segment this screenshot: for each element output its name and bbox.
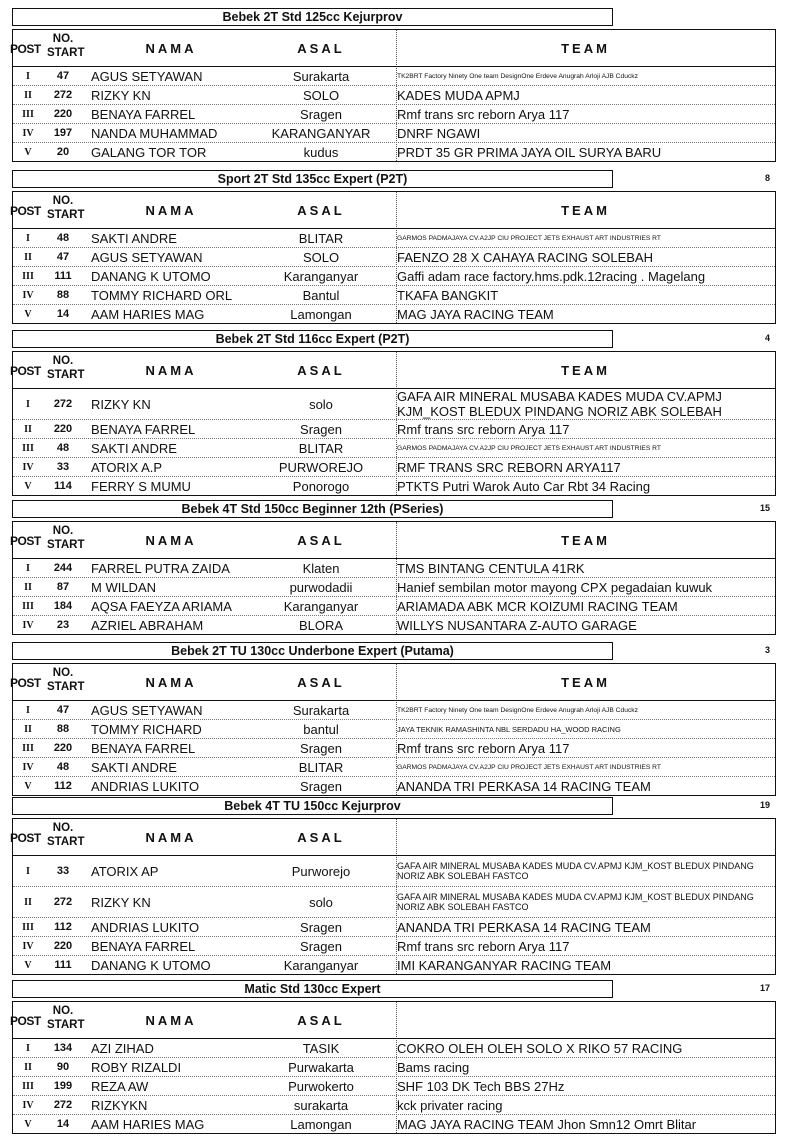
- table-row: [13, 477, 775, 495]
- cell-origin: Karanganyar: [283, 268, 359, 284]
- cell-start-number: 220: [53, 742, 73, 754]
- section-header: [12, 500, 776, 521]
- cell-start-number: 272: [53, 398, 73, 410]
- table-row: [13, 887, 775, 918]
- cell-start-number: 33: [56, 865, 70, 877]
- cell-origin: Lamongan: [290, 306, 352, 322]
- table-row: [13, 143, 775, 161]
- cell-rider-name: SAKTI ANDRE: [91, 440, 177, 456]
- cell-position: V: [24, 146, 32, 158]
- cell-position: IV: [22, 289, 34, 301]
- table-row: [13, 701, 775, 720]
- table-row: [13, 758, 775, 777]
- table-row: [13, 67, 775, 86]
- col-header-no-line2: START: [47, 539, 85, 551]
- section-header: [12, 170, 776, 191]
- col-header-nama: NAMA: [145, 675, 197, 690]
- cell-rider-name: FARREL PUTRA ZAIDA: [91, 560, 230, 576]
- table-row: [13, 420, 775, 439]
- results-table: [12, 818, 776, 975]
- cell-team: GARMOS PADMAJAYA CV.A2JP CIU PROJECT JETS EXHAUST ART INDUSTRIES RT: [397, 444, 661, 452]
- cell-rider-name: AZI ZIHAD: [91, 1040, 154, 1056]
- table-row: [13, 777, 775, 795]
- results-section: [12, 330, 776, 496]
- col-header-asal: ASAL: [297, 203, 345, 218]
- section-header: [12, 797, 776, 818]
- cell-team: COKRO OLEH OLEH SOLO X RIKO 57 RACING: [397, 1040, 683, 1056]
- col-header-no: [47, 524, 85, 552]
- cell-team: Rmf trans src reborn Arya 117: [397, 106, 570, 122]
- cell-rider-name: NANDA MUHAMMAD: [91, 125, 218, 141]
- cell-origin: kudus: [303, 144, 339, 160]
- cell-rider-name: GALANG TOR TOR: [91, 144, 207, 160]
- cell-position: IV: [22, 461, 34, 473]
- cell-origin: Sragen: [300, 421, 342, 437]
- col-header-no-line2: START: [47, 47, 85, 59]
- section-count: 17: [759, 983, 770, 993]
- cell-position: IV: [22, 761, 34, 773]
- table-row: [13, 105, 775, 124]
- cell-origin: Bantul: [302, 287, 340, 303]
- cell-start-number: 197: [53, 127, 73, 139]
- col-header-asal: ASAL: [297, 1013, 345, 1028]
- table-header: [10, 192, 775, 229]
- results-section: [12, 170, 776, 324]
- col-header-no: [47, 354, 85, 382]
- table-row: [13, 305, 775, 323]
- cell-rider-name: ATORIX A.P: [91, 459, 163, 475]
- cell-start-number: 48: [56, 442, 70, 454]
- cell-rider-name: SAKTI ANDRE: [91, 230, 177, 246]
- cell-origin: BLORA: [298, 617, 344, 633]
- section-title: Matic Std 130cc Expert: [12, 980, 613, 998]
- cell-team: ARIAMADA ABK MCR KOIZUMI RACING TEAM: [397, 598, 678, 614]
- table-row: [13, 1096, 775, 1115]
- col-header-no-line1: NO.: [52, 33, 74, 45]
- cell-origin: KARANGANYAR: [271, 125, 371, 141]
- results-table: [12, 663, 776, 796]
- cell-start-number: 184: [53, 600, 73, 612]
- cell-position: II: [24, 1061, 32, 1073]
- cell-start-number: 114: [54, 480, 72, 492]
- cell-position: I: [26, 232, 30, 244]
- col-header-team: TEAM: [561, 41, 610, 56]
- cell-rider-name: AGUS SETYAWAN: [91, 68, 203, 84]
- col-header-pos: POST: [10, 534, 41, 548]
- cell-rider-name: ROBY RIZALDI: [91, 1059, 182, 1075]
- cell-position: II: [24, 89, 32, 101]
- section-header: [12, 8, 776, 29]
- table-row: [13, 918, 775, 937]
- cell-team: ANANDA TRI PERKASA 14 RACING TEAM: [397, 778, 651, 794]
- section-count: 19: [759, 800, 770, 810]
- cell-start-number: 112: [54, 921, 72, 933]
- col-header-no-line1: NO.: [52, 822, 74, 834]
- cell-position: II: [24, 251, 32, 263]
- col-header-no: [47, 821, 85, 849]
- table-row: [13, 458, 775, 477]
- section-title: Bebek 4T TU 150cc Kejurprov: [12, 797, 613, 815]
- cell-origin: Klaten: [302, 560, 340, 576]
- col-header-no-line2: START: [47, 836, 85, 848]
- table-row: [13, 248, 775, 267]
- cell-origin: Purwokerto: [288, 1078, 354, 1094]
- col-header-nama: NAMA: [145, 203, 197, 218]
- cell-position: V: [24, 480, 32, 492]
- col-header-no: [47, 194, 85, 222]
- cell-team: TKAFA BANGKIT: [397, 287, 499, 303]
- table-header: [10, 819, 775, 856]
- cell-position: I: [26, 1042, 30, 1054]
- cell-start-number: 220: [53, 423, 73, 435]
- cell-team: TK2BRT Factory Ninety One team DesignOne Erdeve Anugrah Arloji AJB Cduckz: [397, 72, 638, 80]
- section-count: 4: [764, 333, 770, 343]
- cell-rider-name: ANDRIAS LUKITO: [91, 778, 200, 794]
- cell-position: I: [26, 865, 30, 877]
- col-header-nama: NAMA: [145, 533, 197, 548]
- cell-origin: BLITAR: [298, 759, 344, 775]
- section-title: Sport 2T Std 135cc Expert (P2T): [12, 170, 613, 188]
- cell-rider-name: REZA AW: [91, 1078, 149, 1094]
- results-table: [12, 351, 776, 496]
- cell-rider-name: FERRY S MUMU: [91, 478, 191, 494]
- cell-team: PRDT 35 GR PRIMA JAYA OIL SURYA BARU: [397, 144, 662, 160]
- col-header-asal: ASAL: [297, 41, 345, 56]
- table-row: [13, 1077, 775, 1096]
- cell-team: TMS BINTANG CENTULA 41RK: [397, 560, 585, 576]
- cell-origin: Lamongan: [290, 1116, 352, 1132]
- cell-position: II: [24, 423, 32, 435]
- cell-position: V: [24, 1118, 32, 1130]
- col-header-nama: NAMA: [145, 41, 197, 56]
- col-header-no-line2: START: [47, 1019, 85, 1031]
- cell-start-number: 14: [56, 1118, 70, 1130]
- results-table: [12, 1001, 776, 1134]
- cell-team: kck privater racing: [397, 1097, 503, 1113]
- cell-origin: Sragen: [300, 938, 342, 954]
- col-header-no-line1: NO.: [52, 667, 74, 679]
- cell-origin: Surakarta: [292, 702, 350, 718]
- cell-team: RMF TRANS SRC REBORN ARYA117: [397, 459, 621, 475]
- cell-start-number: 48: [56, 232, 70, 244]
- cell-rider-name: RIZKY KN: [91, 87, 151, 103]
- cell-origin: PURWOREJO: [278, 459, 364, 475]
- table-row: [13, 229, 775, 248]
- table-row: [13, 124, 775, 143]
- cell-rider-name: AGUS SETYAWAN: [91, 249, 203, 265]
- cell-start-number: 272: [53, 896, 73, 908]
- cell-start-number: 23: [56, 619, 70, 631]
- cell-rider-name: RIZKY KN: [91, 894, 151, 910]
- results-section: [12, 642, 776, 796]
- col-header-no-line1: NO.: [52, 195, 74, 207]
- cell-start-number: 111: [54, 959, 72, 971]
- cell-start-number: 87: [56, 581, 70, 593]
- col-header-no-line2: START: [47, 681, 85, 693]
- cell-start-number: 199: [53, 1080, 73, 1092]
- cell-position: V: [24, 308, 32, 320]
- cell-rider-name: AZRIEL ABRAHAM: [91, 617, 204, 633]
- table-header: [10, 30, 775, 67]
- results-section: [12, 500, 776, 635]
- cell-origin: solo: [309, 396, 333, 412]
- table-row: [13, 1115, 775, 1133]
- cell-origin: BLITAR: [298, 440, 344, 456]
- section-header: [12, 330, 776, 351]
- table-row: [13, 439, 775, 458]
- cell-start-number: 220: [53, 940, 73, 952]
- cell-start-number: 220: [53, 108, 73, 120]
- cell-origin: solo: [309, 894, 333, 910]
- cell-team: MAG JAYA RACING TEAM: [397, 306, 554, 322]
- table-row: [13, 389, 775, 420]
- table-row: [13, 937, 775, 956]
- cell-origin: BLITAR: [298, 230, 344, 246]
- col-header-no-line1: NO.: [52, 1005, 74, 1017]
- table-row: [13, 559, 775, 578]
- cell-rider-name: M WILDAN: [91, 579, 156, 595]
- results-section: [12, 980, 776, 1134]
- col-header-no-line1: NO.: [52, 355, 74, 367]
- cell-position: II: [24, 896, 32, 908]
- col-header-asal: ASAL: [297, 533, 345, 548]
- cell-team: IMI KARANGANYAR RACING TEAM: [397, 957, 612, 973]
- cell-start-number: 47: [56, 251, 70, 263]
- cell-team: SHF 103 DK Tech BBS 27Hz: [397, 1078, 565, 1094]
- col-header-pos: POST: [10, 1014, 41, 1028]
- table-header: [10, 1002, 775, 1039]
- cell-position: III: [22, 921, 34, 933]
- cell-rider-name: RIZKYKN: [91, 1097, 148, 1113]
- cell-position: IV: [22, 940, 34, 952]
- cell-team: Hanief sembilan motor mayong CPX pegadaian kuwuk: [397, 579, 713, 595]
- cell-position: IV: [22, 619, 34, 631]
- cell-origin: Karanganyar: [283, 598, 359, 614]
- cell-origin: Surakarta: [292, 68, 350, 84]
- table-row: [13, 1039, 775, 1058]
- cell-team: WILLYS NUSANTARA Z-AUTO GARAGE: [397, 617, 637, 633]
- cell-position: I: [26, 704, 30, 716]
- col-header-pos: POST: [10, 42, 41, 56]
- cell-position: III: [22, 108, 34, 120]
- section-count: 3: [764, 645, 770, 655]
- table-row: [13, 1058, 775, 1077]
- cell-origin: Sragen: [300, 778, 342, 794]
- cell-position: I: [26, 562, 30, 574]
- table-header: [10, 352, 775, 389]
- cell-rider-name: AGUS SETYAWAN: [91, 702, 203, 718]
- cell-origin: SOLO: [302, 249, 340, 265]
- cell-origin: TASIK: [302, 1040, 340, 1056]
- cell-position: III: [22, 600, 34, 612]
- col-header-no: [47, 1004, 85, 1032]
- cell-rider-name: BENAYA FARREL: [91, 938, 196, 954]
- table-row: [13, 739, 775, 758]
- results-table: [12, 191, 776, 324]
- table-row: [13, 597, 775, 616]
- cell-start-number: 244: [53, 562, 73, 574]
- cell-rider-name: RIZKY KN: [91, 396, 151, 412]
- section-count: 8: [764, 173, 770, 183]
- cell-origin: purwodadii: [289, 579, 353, 595]
- cell-rider-name: BENAYA FARREL: [91, 740, 196, 756]
- section-title: Bebek 2T Std 125cc Kejurprov: [12, 8, 613, 26]
- cell-rider-name: BENAYA FARREL: [91, 421, 196, 437]
- cell-start-number: 272: [53, 89, 73, 101]
- table-row: [13, 86, 775, 105]
- col-header-pos: POST: [10, 831, 41, 845]
- table-row: [13, 616, 775, 634]
- results-table: [12, 521, 776, 635]
- cell-rider-name: AAM HARIES MAG: [91, 306, 205, 322]
- cell-start-number: 88: [56, 289, 70, 301]
- cell-team: TK2BRT Factory Ninety One team DesignOne Erdeve Anugrah Arloji AJB Cduckz: [397, 706, 638, 714]
- col-header-team: TEAM: [561, 533, 610, 548]
- cell-start-number: 47: [56, 70, 70, 82]
- cell-origin: Ponorogo: [292, 478, 350, 494]
- col-header-team: TEAM: [561, 675, 610, 690]
- col-header-no-line2: START: [47, 369, 85, 381]
- cell-start-number: 111: [54, 270, 72, 282]
- cell-origin: surakarta: [293, 1097, 349, 1113]
- table-header: [10, 522, 775, 559]
- cell-position: I: [26, 398, 30, 410]
- cell-position: V: [24, 959, 32, 971]
- cell-team: GAFA AIR MINERAL MUSABA KADES MUDA CV.APMJ KJM_KOST BLEDUX PINDANG NORIZ ABK SOLEBAH FASTCO: [397, 861, 754, 881]
- cell-team: Rmf trans src reborn Arya 117: [397, 938, 570, 954]
- cell-origin: Sragen: [300, 919, 342, 935]
- cell-start-number: 112: [54, 780, 72, 792]
- col-header-asal: ASAL: [297, 830, 345, 845]
- cell-team: Rmf trans src reborn Arya 117: [397, 421, 570, 437]
- cell-rider-name: TOMMY RICHARD: [91, 721, 202, 737]
- cell-position: IV: [22, 1099, 34, 1111]
- cell-origin: Sragen: [300, 740, 342, 756]
- col-header-no: [47, 666, 85, 694]
- cell-start-number: 33: [56, 461, 70, 473]
- cell-team: GARMOS PADMAJAYA CV.A2JP CIU PROJECT JETS EXHAUST ART INDUSTRIES RT: [397, 234, 661, 242]
- table-row: [13, 286, 775, 305]
- section-title: Bebek 4T Std 150cc Beginner 12th (PSeries): [12, 500, 613, 518]
- cell-team: DNRF NGAWI: [397, 125, 481, 141]
- cell-position: V: [24, 780, 32, 792]
- table-header: [10, 664, 775, 701]
- cell-rider-name: TOMMY RICHARD ORL: [91, 287, 233, 303]
- cell-position: IV: [22, 127, 34, 139]
- col-header-asal: ASAL: [297, 363, 345, 378]
- cell-position: III: [22, 442, 34, 454]
- cell-rider-name: AAM HARIES MAG: [91, 1116, 205, 1132]
- cell-start-number: 48: [56, 761, 70, 773]
- cell-position: III: [22, 270, 34, 282]
- cell-start-number: 20: [56, 146, 70, 158]
- cell-start-number: 272: [53, 1099, 73, 1111]
- section-count: 15: [759, 503, 770, 513]
- cell-position: II: [24, 723, 32, 735]
- cell-position: I: [26, 70, 30, 82]
- results-section: [12, 797, 776, 975]
- cell-team: GARMOS PADMAJAYA CV.A2JP CIU PROJECT JETS EXHAUST ART INDUSTRIES RT: [397, 763, 661, 771]
- cell-rider-name: SAKTI ANDRE: [91, 759, 177, 775]
- col-header-asal: ASAL: [297, 675, 345, 690]
- table-row: [13, 578, 775, 597]
- cell-rider-name: ANDRIAS LUKITO: [91, 919, 200, 935]
- table-row: [13, 720, 775, 739]
- section-title: Bebek 2T TU 130cc Underbone Expert (Putama): [12, 642, 613, 660]
- col-header-pos: POST: [10, 204, 41, 218]
- cell-start-number: 90: [56, 1061, 70, 1073]
- cell-position: III: [22, 1080, 34, 1092]
- cell-origin: Purwakarta: [288, 1059, 354, 1075]
- cell-team: GAFA AIR MINERAL MUSABA KADES MUDA CV.APMJ KJM_KOST BLEDUX PINDANG NORIZ ABK SOLEBAH FASTCO: [397, 892, 754, 912]
- cell-position: II: [24, 581, 32, 593]
- cell-team: GAFA AIR MINERAL MUSABA KADES MUDA CV.APMJ KJM_KOST BLEDUX PINDANG NORIZ ABK SOLEBAH: [397, 389, 722, 419]
- cell-start-number: 88: [56, 723, 70, 735]
- section-header: [12, 642, 776, 663]
- col-header-team: TEAM: [561, 203, 610, 218]
- col-header-nama: NAMA: [145, 830, 197, 845]
- cell-team: JAYA TEKNIK RAMASHINTA NBL SERDADU HA_WOOD RACING: [397, 724, 621, 734]
- col-header-no-line1: NO.: [52, 525, 74, 537]
- cell-team: PTKTS Putri Warok Auto Car Rbt 34 Racing: [397, 478, 651, 494]
- cell-position: III: [22, 742, 34, 754]
- col-header-pos: POST: [10, 676, 41, 690]
- cell-start-number: 134: [53, 1042, 73, 1054]
- cell-start-number: 47: [56, 704, 70, 716]
- cell-origin: Sragen: [300, 106, 342, 122]
- col-header-no-line2: START: [47, 209, 85, 221]
- cell-origin: bantul: [303, 721, 339, 737]
- cell-rider-name: AQSA FAEYZA ARIAMA: [91, 598, 232, 614]
- cell-start-number: 14: [56, 308, 70, 320]
- cell-team: Gaffi adam race factory.hms.pdk.12racing . Magelang: [397, 268, 706, 284]
- col-header-nama: NAMA: [145, 363, 197, 378]
- cell-team: KADES MUDA APMJ: [397, 87, 520, 103]
- col-header-pos: POST: [10, 364, 41, 378]
- section-header: [12, 980, 776, 1001]
- cell-origin: Karanganyar: [283, 957, 359, 973]
- cell-team: MAG JAYA RACING TEAM Jhon Smn12 Omrt Blitar: [397, 1116, 697, 1132]
- col-header-team: TEAM: [561, 363, 610, 378]
- cell-origin: SOLO: [302, 87, 340, 103]
- table-row: [13, 956, 775, 974]
- cell-rider-name: DANANG K UTOMO: [91, 268, 211, 284]
- cell-rider-name: DANANG K UTOMO: [91, 957, 211, 973]
- table-row: [13, 267, 775, 286]
- results-table: [12, 29, 776, 162]
- cell-team: Rmf trans src reborn Arya 117: [397, 740, 570, 756]
- table-row: [13, 856, 775, 887]
- cell-origin: Purworejo: [291, 863, 351, 879]
- col-header-nama: NAMA: [145, 1013, 197, 1028]
- cell-rider-name: ATORIX AP: [91, 863, 159, 879]
- section-title: Bebek 2T Std 116cc Expert (P2T): [12, 330, 613, 348]
- col-header-no: [47, 32, 85, 60]
- cell-team: ANANDA TRI PERKASA 14 RACING TEAM: [397, 919, 651, 935]
- cell-team: FAENZO 28 X CAHAYA RACING SOLEBAH: [397, 249, 653, 265]
- cell-rider-name: BENAYA FARREL: [91, 106, 196, 122]
- results-section: [12, 8, 776, 162]
- cell-team: Bams racing: [397, 1059, 470, 1075]
